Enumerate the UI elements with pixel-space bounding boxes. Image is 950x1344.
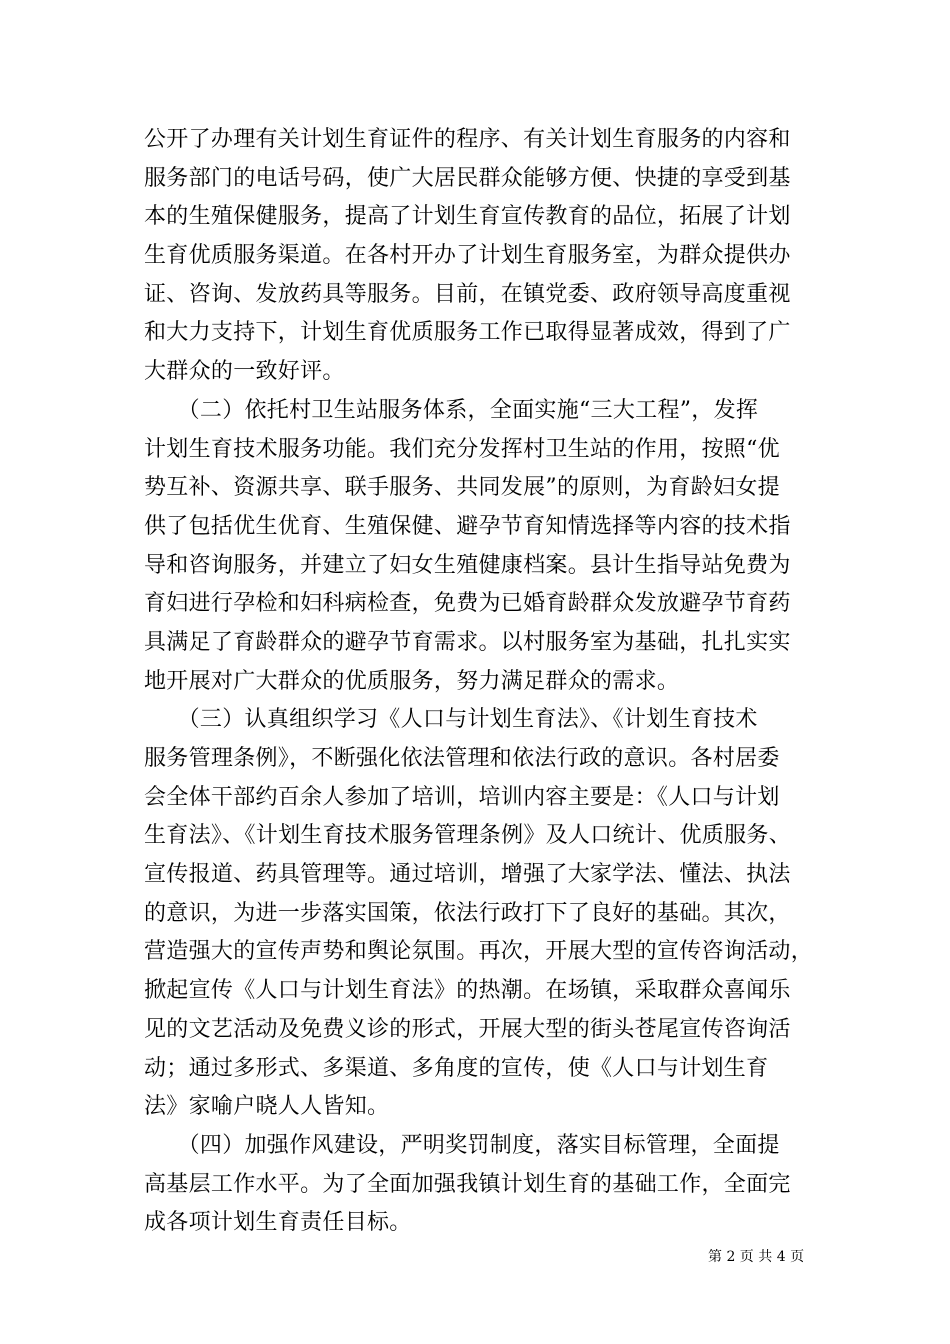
text-line: 会全体干部约百余人参加了培训，培训内容主要是：《人口与计划 <box>144 784 780 810</box>
text-line: 大群众的一致好评。 <box>144 359 345 385</box>
text-line: 生育优质服务渠道。在各村开办了计划生育服务室，为群众提供办 <box>144 243 791 269</box>
text-line: 营造强大的宣传声势和舆论氛围。再次，开展大型的宣传咨询活动， <box>144 939 814 965</box>
text-line: （三）认真组织学习《人口与计划生育法》、《计划生育技术 <box>144 707 758 733</box>
text-line: 证、咨询、发放药具等服务。目前，在镇党委、政府领导高度重视 <box>144 281 791 307</box>
text-line: 生育法》、《计划生育技术服务管理条例》及人口统计、优质服务、 <box>144 823 792 849</box>
body-text <box>144 121 812 1243</box>
text-line: 导和咨询服务，并建立了妇女生殖健康档案。县计生指导站免费为 <box>144 552 791 578</box>
text-line: 具满足了育龄群众的避孕节育需求。以村服务室为基础，扎扎实实 <box>144 629 791 655</box>
text-line: 服务部门的电话号码，使广大居民群众能够方便、快捷的享受到基 <box>144 165 791 191</box>
page-number: 第 2 页 共 4 页 <box>708 1249 805 1265</box>
text-line: 计划生育技术服务功能。我们充分发挥村卫生站的作用，按照“优 <box>144 436 780 462</box>
text-line: 服务管理条例》，不断强化依法管理和依法行政的意识。各村居委 <box>144 746 780 771</box>
text-line: （二）依托村卫生站服务体系，全面实施“三大工程”，发挥 <box>144 397 759 423</box>
text-line: 的意识，为进一步落实国策，依法行政打下了良好的基础。其次， <box>144 900 791 926</box>
text-line: 掀起宣传《人口与计划生育法》的热潮。在场镇，采取群众喜闻乐 <box>144 978 791 1004</box>
text-line: 高基层工作水平。为了全面加强我镇计划生育的基础工作，全面完 <box>144 1171 791 1197</box>
text-line: 地开展对广大群众的优质服务，努力满足群众的需求。 <box>144 668 680 694</box>
text-line: 见的文艺活动及免费义诊的形式，开展大型的街头苍尾宣传咨询活 <box>144 1016 791 1042</box>
text-line: 动；通过多形式、多渠道、多角度的宣传，使《人口与计划生育 <box>144 1055 769 1081</box>
text-line: 宣传报道、药具管理等。通过培训，增强了大家学法、懂法、执法 <box>144 862 791 888</box>
text-line: 本的生殖保健服务，提高了计划生育宣传教育的品位，拓展了计划 <box>144 204 791 230</box>
text-line: （四）加强作风建设，严明奖罚制度，落实目标管理，全面提 <box>144 1132 780 1158</box>
text-line: 育妇进行孕检和妇科病检查，免费为已婚育龄群众发放避孕节育药 <box>144 591 791 617</box>
text-line: 成各项计划生育责任目标。 <box>144 1210 412 1236</box>
text-line: 势互补、资源共享、联手服务、共同发展”的原则，为育龄妇女提 <box>144 475 780 501</box>
text-line: 和大力支持下，计划生育优质服务工作已取得显著成效，得到了广 <box>144 320 791 346</box>
text-line: 供了包括优生优育、生殖保健、避孕节育知情选择等内容的技术指 <box>144 513 791 539</box>
text-line: 公开了办理有关计划生育证件的程序、有关计划生育服务的内容和 <box>144 127 791 152</box>
text-line: 法》家喻户晓人人皆知。 <box>144 1094 390 1120</box>
